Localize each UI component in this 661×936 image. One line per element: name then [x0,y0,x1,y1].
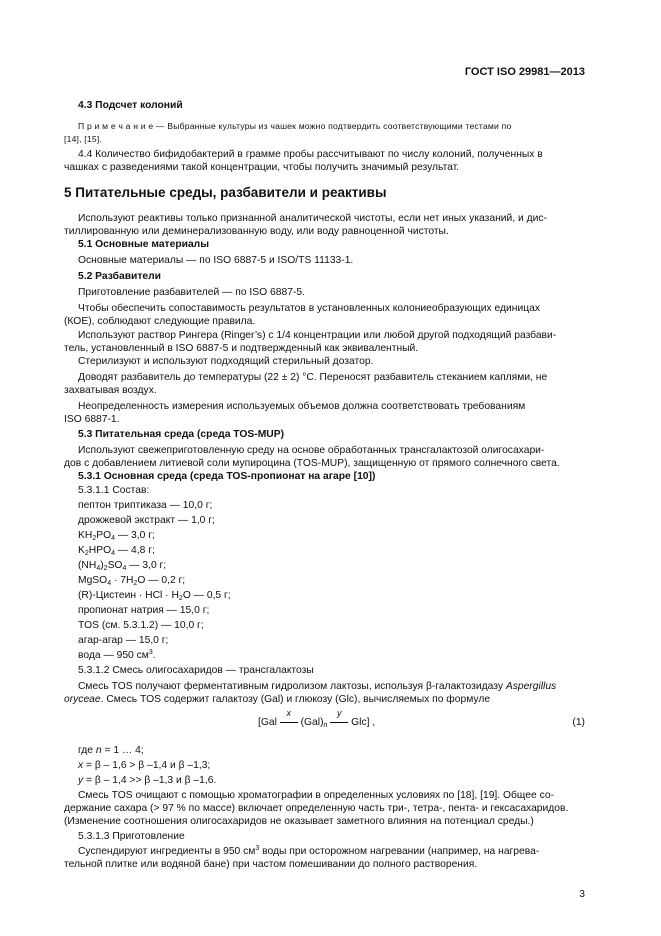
section-5-3-title: 5.3 Питательная среда (среда TOS-MUP) [78,429,285,440]
section-5-3-1-3-title: 5.3.1.3 Приготовление [78,831,185,842]
note-line-2: [14], [15]. [64,134,103,144]
section-5-3-1-2-title: 5.3.1.2 Смесь олигосахаридов — трансгалактозы [78,665,314,676]
ingredient-peptone: пептон триптиказа — 10,0 г; [78,500,213,511]
formula-x: x [286,708,291,718]
section-5-3-line-1: Используют свежеприготовленную среду на основе обработанных трансгалактозой олигосахари- [78,445,545,456]
para-4-4-line-1: 4.4 Количество бифидобактерий в грамме пробы рассчитывают по числу колоний, полученных в [78,149,543,160]
section-5-2-p3-line-2: тель, установленный в ISO 6887-5 и подтвержденный как эквивалентный. [64,343,419,354]
page-number: 3 [579,889,585,900]
section-5-2-p5-line-2: захватывая воздух. [64,385,157,396]
section-5-2-title: 5.2 Разбавители [78,271,162,282]
y-definition: y = β – 1,4 >> β –1,3 и β –1,6. [78,775,217,786]
ingredient-kh2po4: KH2PO4 — 3,0 г; [78,530,155,542]
chromatography-line-3: (Изменение соотношения олигосахаридов не оказывает заметного влияния на потенциал среды.) [64,816,534,827]
section-5-2-p2-line-1: Чтобы обеспечить сопоставимость результатов в установленных колониеобразующих единицах [78,303,541,314]
note-line-1 [78,120,511,133]
x-definition: x = β – 1,6 > β –1,4 и β –1,3; [78,760,211,771]
section-5-1-text: Основные материалы — по ISO 6887-5 и ISO/TS 11133-1. [78,255,354,266]
section-5-2-p6-line-2: ISO 6887-1. [64,414,120,425]
document-id: ГОСТ ISO 29981—2013 [464,66,585,78]
section-5-3-line-2: дов с добавлением литиевой соли мупироцина (TOS-MUP), защищенную от прямого солнечного света. [64,458,560,469]
chromatography-line-2: держание сахара (> 97 % по массе) включает определенную часть три-, тетра-, пента- и гексасахаридов. [64,803,569,814]
formula: [Gal x (Gal)n y Glc] , [258,708,376,729]
formula-number: (1) [572,717,585,728]
ingredient-mgso4: MgSO4 · 7H2O — 0,2 г; [78,575,186,587]
ingredient-k2hpo4: K2HPO4 — 4,8 г; [78,545,155,557]
section-5-2-p2-line-2: (КОЕ), соблюдают следующие правила. [64,316,256,327]
section-5-2-p3-line-1: Используют раствор Рингера (Ringer’s) с 1/4 концентрации или любой другой подходящий разбави- [78,330,557,341]
ingredient-agar: агар-агар — 15,0 г; [78,635,169,646]
section-5-3-1-title: 5.3.1 Основная среда (среда TOS-пропионат на агаре [10]) [78,471,376,482]
section-5-title: 5 Питательные среды, разбавители и реактивы [64,185,387,200]
section-4-3-title: 4.3 Подсчет колоний [78,100,183,111]
section-5-2-p6-line-1: Неопределенность измерения используемых объемов должна соответствовать требованиям [78,401,526,412]
section-5-2-p4: Стерилизуют и используют подходящий стерильный дозатор. [78,356,374,367]
where-line: где n = 1 … 4; [78,745,144,756]
section-5-1-title: 5.1 Основные материалы [78,239,210,250]
ingredient-water: вода — 950 $см^3$. [78,649,156,661]
tos-line-2: orycеae. Смесь TOS содержит галактозу (Gal) и глюкозу (Glc), вычисляемых по формуле [64,694,491,705]
preparation-line-1: Суспендируют ингредиенты в 950 $см^3$ воды при осторожном нагревании (например, на нагрева- [78,845,540,857]
section-5-2-p5-line-1: Доводят разбавитель до температуры (22 ± 2) °С. Переносят разбавитель стеканием каплями, не [78,372,548,383]
chromatography-line-1: Смесь TOS очищают с помощью хроматографии в определенных условиях по [18], [19]. Общее со- [78,790,554,801]
ingredient-cysteine: (R)-Цистеин · HCl · H2O — 0,5 г; [78,590,231,602]
section-5-intro-line-2: тиллированную или деминерализованную воду, или воду равноценной чистоты. [64,226,449,237]
ingredient-ammonium-sulfate: (NH4)2SO4 — 3,0 г; [78,560,167,572]
section-5-3-1-1-title: 5.3.1.1 Состав: [78,485,150,496]
section-5-intro-line-1: Используют реактивы только признанной аналитической чистоты, если нет иных указаний, и дис- [78,213,547,224]
formula-y: y [337,708,342,718]
ingredient-tos: TOS (см. 5.3.1.2) — 10,0 г; [78,620,204,631]
para-4-4-line-2: чашках с разведениями такой концентрации, чтобы получить значимый результат. [64,162,460,173]
section-5-2-p1: Приготовление разбавителей — по ISO 6887-5. [78,287,305,298]
ingredient-sodium-propionate: пропионат натрия — 15,0 г; [78,605,210,616]
ingredient-yeast-extract: дрожжевой экстракт — 1,0 г; [78,515,215,526]
note-label: П р и м е ч а н и е — [78,121,168,131]
tos-line-1: Смесь TOS получают ферментативным гидролизом лактозы, используя β-галактозидазу Aspergillus [78,681,557,692]
preparation-line-2: тельной плитке или водяной бане) при частом помешивании до полного растворения. [64,859,478,870]
note-text: Выбранные культуры из чашек можно подтвердить соответствующими тестами по [167,121,512,131]
